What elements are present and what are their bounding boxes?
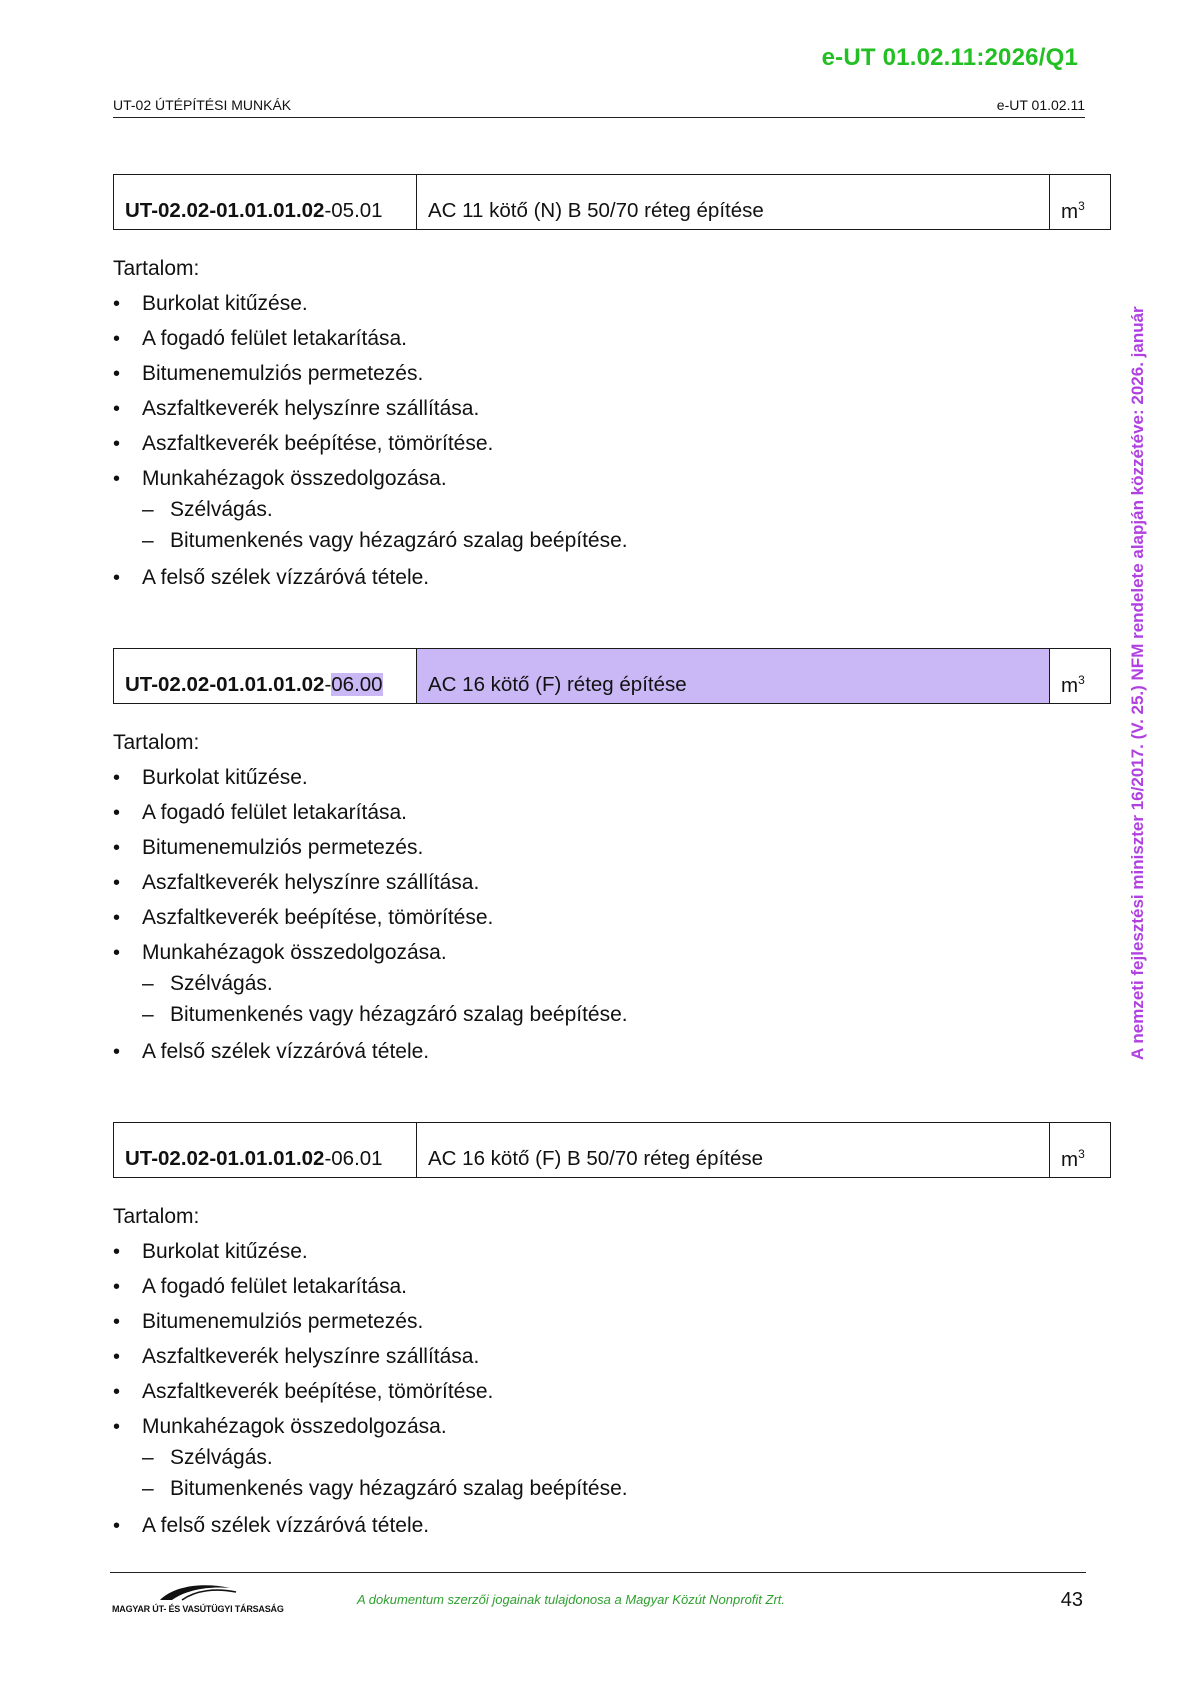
item-code-cell	[114, 1123, 417, 1177]
list-item: • Aszfaltkeverék beépítése, tömörítése.	[113, 430, 1113, 458]
item-unit	[1050, 1123, 1110, 1177]
sub-list-item: – Bitumenkenés vagy hézagzáró szalag beépítése.	[142, 1001, 1113, 1029]
content-list	[113, 764, 1113, 1066]
sub-list-item: – Bitumenkenés vagy hézagzáró szalag beépítése.	[142, 1475, 1113, 1503]
list-item: • A fogadó felület letakarítása.	[113, 325, 1113, 353]
sub-list	[142, 970, 1113, 1029]
list-item-text: Munkahézagok összedolgozása.	[142, 467, 447, 490]
list-item-with-subitems	[113, 465, 1113, 555]
list-item-text: Munkahézagok összedolgozása.	[142, 941, 447, 964]
running-header	[113, 97, 1085, 118]
document-code: e-UT 01.02.11:2026/Q1	[821, 44, 1078, 71]
unit-exponent: 3	[1078, 673, 1085, 687]
item-code-bold: UT-02.02-01.01.01.02	[125, 1147, 325, 1170]
list-item-with-subitems	[113, 939, 1113, 1029]
sub-list-item: – Szélvágás.	[142, 970, 1113, 998]
item-code-suffix: -05.01	[324, 199, 383, 222]
list-item: • A felső szélek vízzáróvá tétele.	[113, 564, 1113, 592]
header-doc-id: e-UT 01.02.11	[996, 97, 1085, 113]
item-name: AC 16 kötő (F) réteg építése	[417, 649, 1050, 703]
item-code-dash: -	[324, 673, 332, 696]
content-label: Tartalom:	[113, 1205, 200, 1228]
item-code-cell	[114, 649, 417, 703]
list-item: • Burkolat kitűzése.	[113, 1238, 1113, 1266]
item-code-suffix: -06.01	[324, 1147, 383, 1170]
item-code-cell	[114, 175, 417, 229]
publication-note: A nemzeti fejlesztési miniszter 16/2017. (V. 25.) NFM rendelete alapján közzétéve: 2026. január	[1128, 306, 1147, 1060]
item-section-1	[113, 174, 1113, 592]
sub-list	[142, 496, 1113, 555]
list-item-with-subitems	[113, 1413, 1113, 1503]
item-unit	[1050, 649, 1110, 703]
header-chapter: UT-02 ÚTÉPÍTÉSI MUNKÁK	[113, 97, 292, 113]
item-header-table	[113, 174, 1111, 230]
logo-text: MAGYAR ÚT- ÉS VASÚTÜGYI TÁRSASÁG	[112, 1604, 284, 1614]
sub-list-item: – Bitumenkenés vagy hézagzáró szalag beépítése.	[142, 527, 1113, 555]
unit-base: m	[1061, 199, 1079, 223]
list-item: • Burkolat kitűzése.	[113, 764, 1113, 792]
content-list	[113, 1238, 1113, 1540]
content-list	[113, 290, 1113, 592]
list-item: • Aszfaltkeverék helyszínre szállítása.	[113, 869, 1113, 897]
list-item: • Aszfaltkeverék helyszínre szállítása.	[113, 1343, 1113, 1371]
list-item: • Aszfaltkeverék helyszínre szállítása.	[113, 395, 1113, 423]
item-header-table	[113, 1122, 1111, 1178]
footer-divider	[110, 1572, 1086, 1573]
item-name: AC 16 kötő (F) B 50/70 réteg építése	[417, 1123, 1050, 1177]
list-item-text: Munkahézagok összedolgozása.	[142, 1415, 447, 1438]
sub-list	[142, 1444, 1113, 1503]
list-item: • Bitumenemulziós permetezés.	[113, 834, 1113, 862]
sub-list-item: – Szélvágás.	[142, 496, 1113, 524]
item-unit	[1050, 175, 1110, 229]
content-label: Tartalom:	[113, 257, 200, 280]
unit-exponent: 3	[1078, 199, 1085, 213]
list-item: • A fogadó felület letakarítása.	[113, 1273, 1113, 1301]
list-item: • Bitumenemulziós permetezés.	[113, 360, 1113, 388]
list-item: • A felső szélek vízzáróvá tétele.	[113, 1512, 1113, 1540]
unit-base: m	[1061, 673, 1079, 697]
item-section-3	[113, 1122, 1113, 1540]
page-number: 43	[1060, 1589, 1083, 1611]
copyright-note: A dokumentum szerzői jogainak tulajdonosa a Magyar Közút Nonprofit Zrt.	[357, 1592, 786, 1607]
society-logo	[112, 1580, 284, 1614]
list-item: • Aszfaltkeverék beépítése, tömörítése.	[113, 1378, 1113, 1406]
road-swoosh-icon	[112, 1580, 272, 1602]
unit-base: m	[1061, 1147, 1079, 1171]
content-label: Tartalom:	[113, 731, 200, 754]
list-item: • Bitumenemulziós permetezés.	[113, 1308, 1113, 1336]
item-section-2	[113, 648, 1113, 1066]
sub-list-item: – Szélvágás.	[142, 1444, 1113, 1472]
list-item: • Burkolat kitűzése.	[113, 290, 1113, 318]
item-header-table	[113, 648, 1111, 704]
list-item: • Aszfaltkeverék beépítése, tömörítése.	[113, 904, 1113, 932]
list-item: • A felső szélek vízzáróvá tétele.	[113, 1038, 1113, 1066]
item-code-bold: UT-02.02-01.01.01.02	[125, 673, 325, 696]
item-code-highlight: 06.00	[331, 673, 383, 696]
item-name: AC 11 kötő (N) B 50/70 réteg építése	[417, 175, 1050, 229]
list-item: • A fogadó felület letakarítása.	[113, 799, 1113, 827]
unit-exponent: 3	[1078, 1147, 1085, 1161]
item-code-bold: UT-02.02-01.01.01.02	[125, 199, 325, 222]
